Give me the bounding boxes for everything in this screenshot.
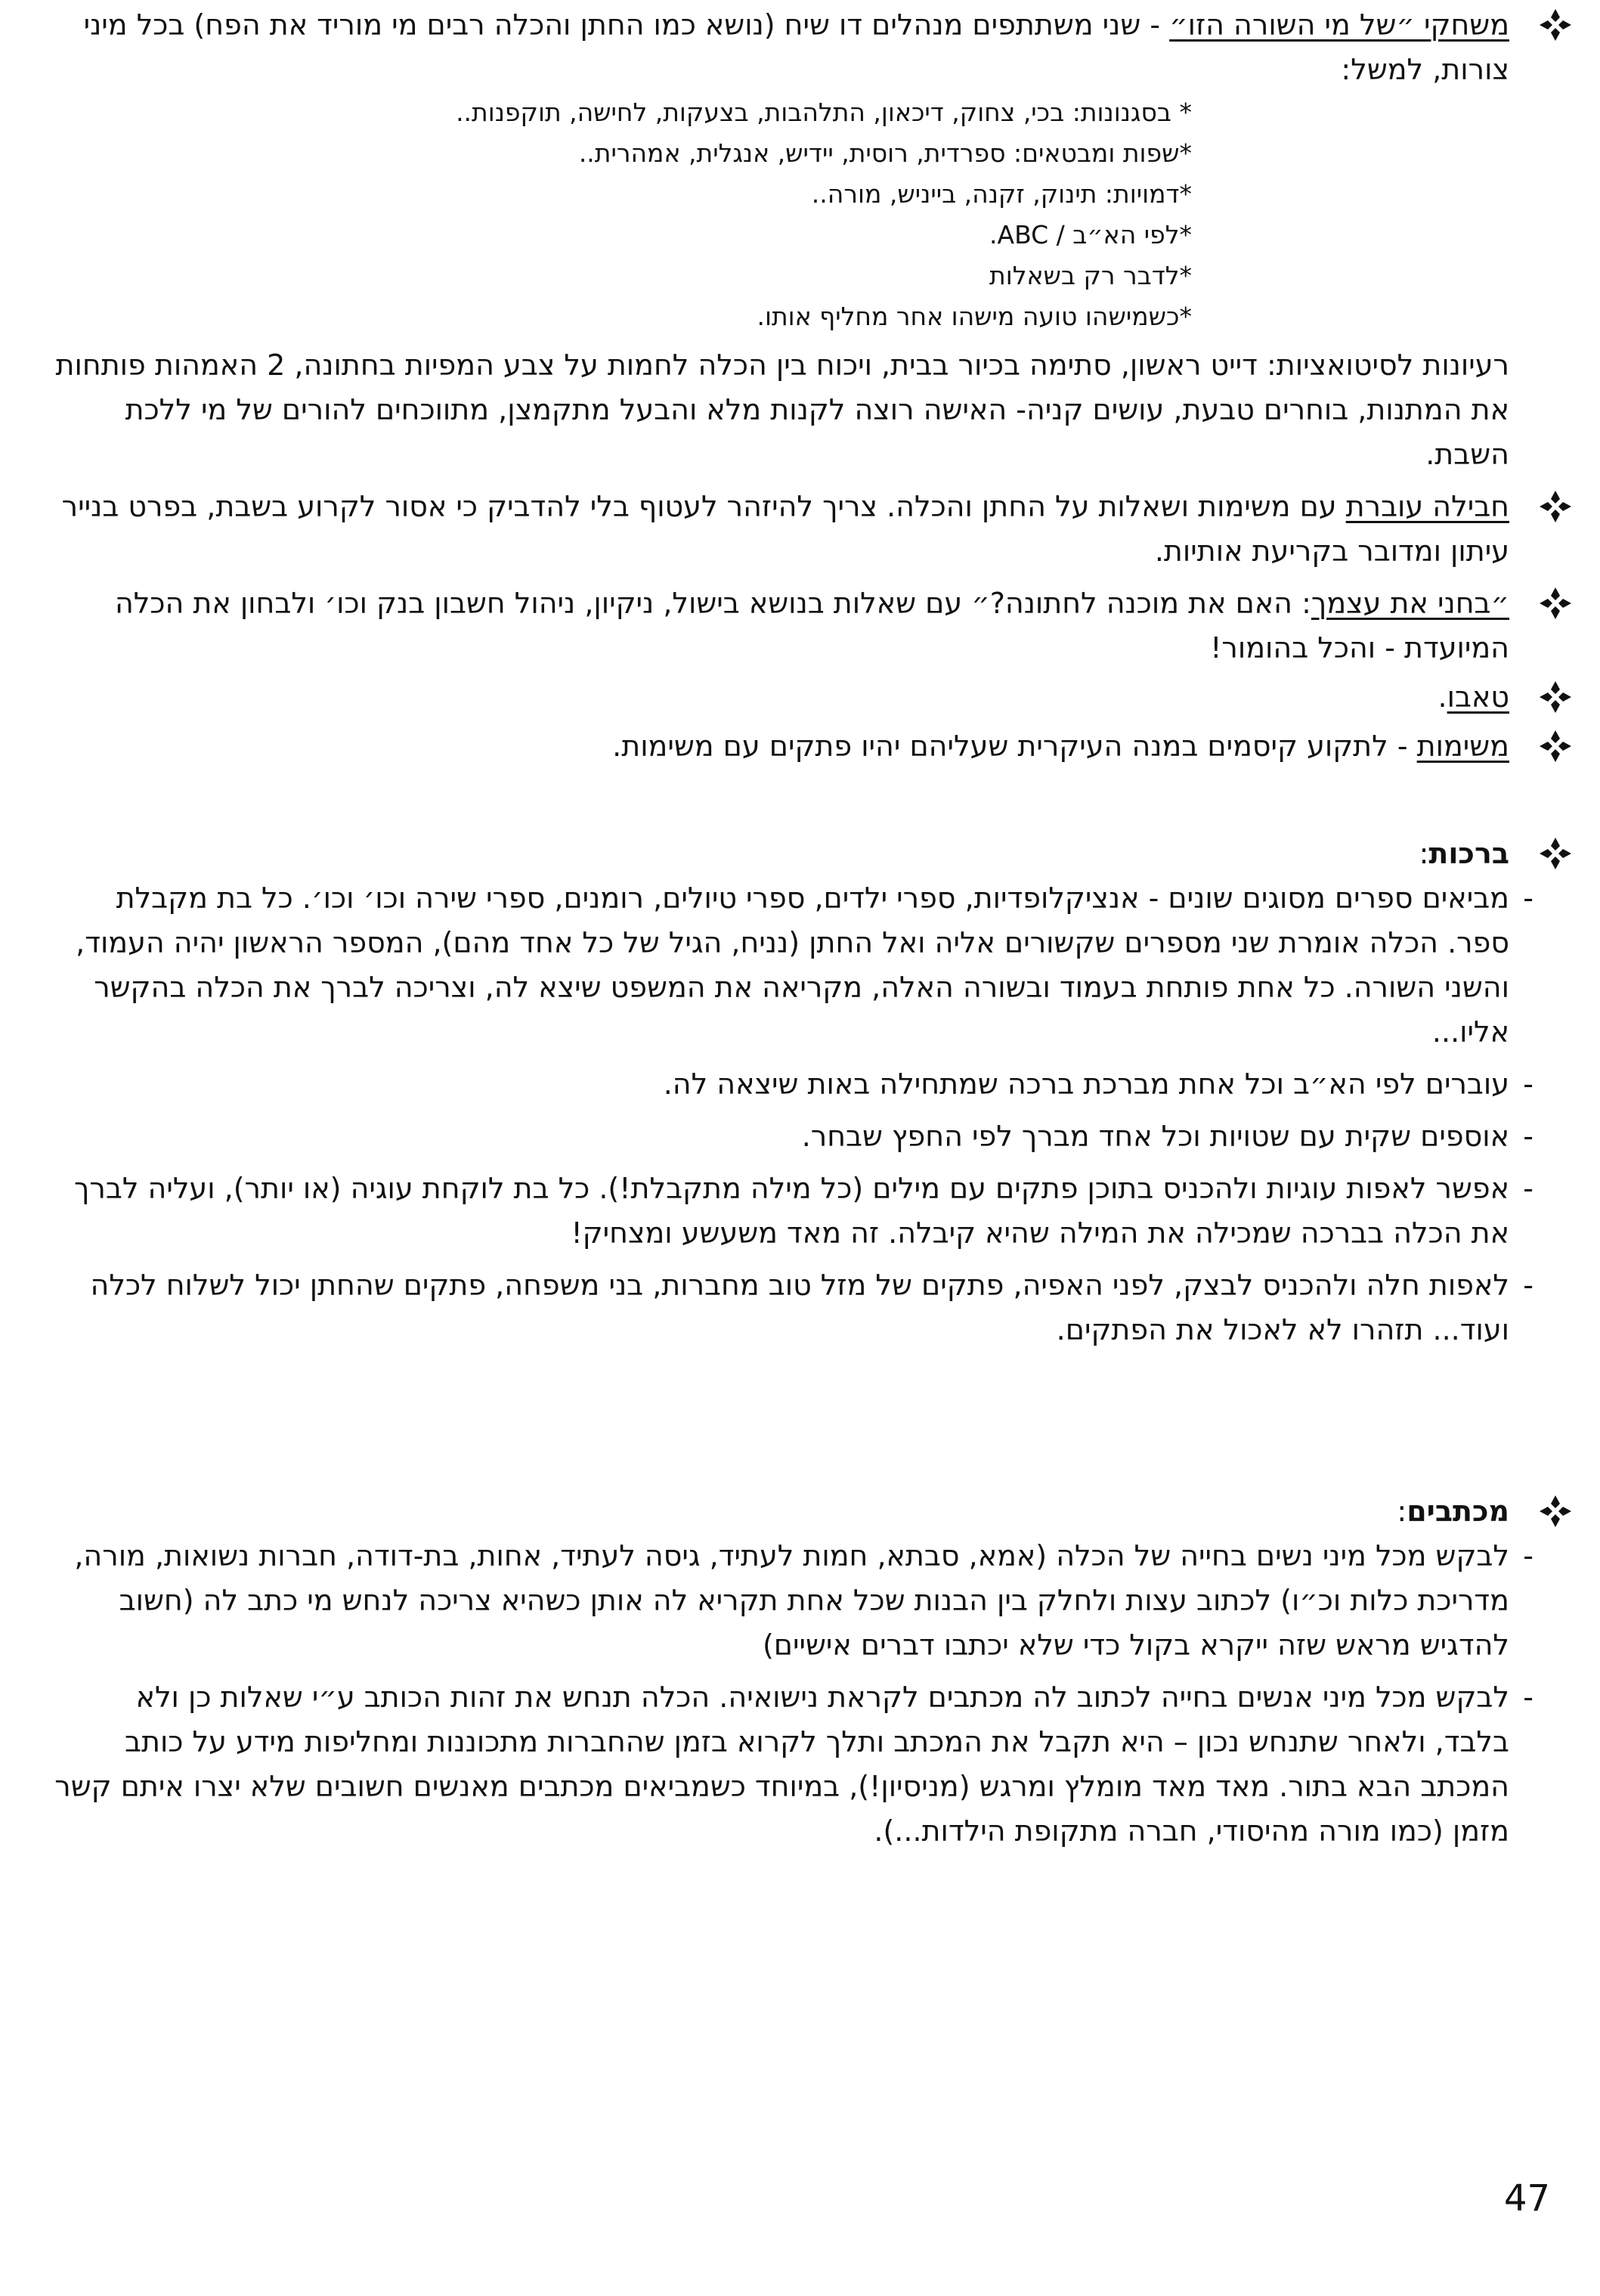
list-item xyxy=(53,1534,1577,1668)
example-line: *שפות ומבטאים: ספרדית, רוסית, יידיש, אנגלית, אמהרית.. xyxy=(578,138,1192,168)
list-item-text: אפשר לאפות עוגיות ולהכניס בתוכן פתקים עם מילים (כל מילה מתקבלת!). כל בת לוקחת עוגיה (או יותר), ועליה לברך את הכלה בברכה שמכילה את המילה שהיא קיבלה. זה מאד משעשע ומצחיק! xyxy=(74,1172,1509,1250)
list-item xyxy=(53,1675,1577,1854)
example-line: *לפי הא״ב / ABC. xyxy=(989,220,1192,249)
example-line: *דמויות: תינוק, זקנה, בייניש, מורה.. xyxy=(811,179,1192,209)
diamond-bullet-icon xyxy=(1538,1494,1573,1529)
game-taboo xyxy=(53,675,1577,720)
list-item xyxy=(53,876,1577,1055)
diamond-bullet-icon xyxy=(1538,489,1573,524)
brachot-section xyxy=(53,832,1577,1360)
game-chavila xyxy=(53,485,1577,574)
diamond-bullet-icon xyxy=(1538,8,1573,42)
list-item-text: לאפות חלה ולהכניס לבצק, לפני האפיה, פתקים של מזל טוב מחברות, בני משפחה, פתקים שהחתן יכול לשלוח לכלה ועוד... תזהרו לא לאכול את הפתקים. xyxy=(90,1269,1509,1346)
game-chavila-desc: עם משימות ושאלות על החתן והכלה. צריך להיזהר לעטוף בלי להדביק כי אסור לקרוע בשבת, בפרט בנייר עיתון ומדובר בקריעת אותיות. xyxy=(61,490,1509,568)
game-bchani-desc: : האם את מוכנה לחתונה?״ עם שאלות בנושא בישול, ניקיון, ניהול חשבון בנק וכו׳ ולבחון את הכלה המיועדת - והכל בהומור! xyxy=(114,587,1509,665)
list-item xyxy=(53,1167,1577,1256)
game-taboo-title: טאבו xyxy=(1447,680,1509,714)
game-taboo-desc: . xyxy=(1438,680,1447,714)
michtavim-heading-colon: : xyxy=(1397,1495,1407,1528)
diamond-bullet-icon xyxy=(1538,729,1573,764)
list-item-text: לבקש מכל מיני נשים בחייה של הכלה (אמא, סבתא, חמות לעתיד, גיסה לעתיד, אחות, בת-דודה, חברות נשואות, מורה, מדריכת כלות וכ״ו) לכתוב עצות ולחלק בין הבנות שכל אחת תקריא לה אותן כשהיא צריכה לנחש מי כתב לה (חשוב להדגיש מראש שזה ייקרא בקול כדי שלא יכתבו דברים אישיים) xyxy=(74,1539,1509,1662)
dash-marker: - xyxy=(1523,1067,1533,1101)
game-mesimot xyxy=(53,724,1577,769)
dash-marker: - xyxy=(1523,1269,1533,1302)
example-line: *כשמישהו טועה מישהו אחר מחליף אותו. xyxy=(757,302,1192,331)
brachot-heading-row xyxy=(53,832,1577,876)
situation-ideas: רעיונות לסיטואציות: דייט ראשון, סתימה בכיור בבית, ויכוח בין הכלה לחמות על צבע המפיות בחתונה, 2 האמהות פותחות את המתנות, בוחרים טבעת, עושים קניה- האישה רוצה לקנות מלא והבעל מתקמצן, מתווכחים להורים של מי ללכת השבת. xyxy=(55,349,1509,471)
game-mi-hashura xyxy=(53,3,1577,477)
michtavim-heading-row xyxy=(53,1489,1577,1534)
diamond-bullet-icon xyxy=(1538,680,1573,714)
list-item-text: עוברים לפי הא״ב וכל אחת מברכת ברכה שמתחילה באות שיצאה לה. xyxy=(663,1067,1509,1101)
page-number: 47 xyxy=(1504,2177,1551,2220)
list-item xyxy=(53,1263,1577,1353)
example-line: * בסגנונות: בכי, צחוק, דיכאון, התלהבות, בצעקות, לחישה, תוקפנות.. xyxy=(456,98,1192,127)
games-section xyxy=(53,3,1577,769)
dash-marker: - xyxy=(1523,1681,1533,1714)
list-item-text: לבקש מכל מיני אנשים בחייה לכתוב לה מכתבים לקראת נישואיה. הכלה תנחש את זהות הכותב ע״י שאלות כן ולא בלבד, ולאחר שתנחש נכון – היא תקבל את המכתב ותלך לקרוא בזמן שהחברות מתכוננות ומחליפות מידע על כותב המכתב הבא בתור. מאד מאד מומלץ ומרגש (מניסיון!), במיוחד כשמביאים מכתבים מאנשים חשובים שלא יצרו איתם קשר מזמן (כמו מורה מהיסודי, חברה מתקופת הילדות...). xyxy=(54,1681,1509,1848)
michtavim-section xyxy=(53,1489,1577,1861)
list-item-text: מביאים ספרים מסוגים שונים - אנציקלופדיות, ספרי ילדים, ספרי טיולים, רומנים, ספרי שירה וכו׳ וכו׳. כל בת מקבלת ספר. הכלה אומרת שני מספרים שקשורים אליה ואל החתן (נניח, הגיל של כל אחד מהם), המספר הראשון יהיה העמוד, והשני השורה. כל אחת פותחת בעמוד ובשורה האלה, מקריאה את המשפט שיצא לה, וצריכה לברך את הכלה בהקשר אליו... xyxy=(76,882,1509,1049)
game-bchani xyxy=(53,581,1577,671)
game-chavila-title: חבילה עוברת xyxy=(1345,490,1509,523)
dash-marker: - xyxy=(1523,882,1533,915)
dash-marker: - xyxy=(1523,1539,1533,1572)
game-bchani-title: ״בחני את עצמך xyxy=(1311,587,1509,620)
brachot-heading: ברכות xyxy=(1428,837,1509,870)
diamond-bullet-icon xyxy=(1538,836,1573,871)
list-item xyxy=(53,1062,1577,1107)
diamond-bullet-icon xyxy=(1538,586,1573,621)
example-line: *לדבר רק בשאלות xyxy=(989,261,1192,290)
brachot-heading-colon: : xyxy=(1419,837,1429,870)
dash-marker: - xyxy=(1523,1120,1533,1153)
brachot-list xyxy=(53,876,1577,1353)
game-mesimot-desc: - לתקוע קיסמים במנה העיקרית שעליהם יהיו פתקים עם משימות. xyxy=(612,730,1417,763)
michtavim-heading: מכתבים xyxy=(1407,1495,1509,1528)
game-mi-hashura-text xyxy=(53,3,1509,92)
dash-marker: - xyxy=(1523,1172,1533,1205)
game-mesimot-title: משימות xyxy=(1416,730,1509,763)
michtavim-list xyxy=(53,1534,1577,1854)
game-mi-hashura-desc: - שני משתתפים מנהלים דו שיח (נושא כמו החתן והכלה רבים מי מוריד את הפח) בכל מיני צורות, למשל: xyxy=(83,8,1509,86)
list-item xyxy=(53,1114,1577,1159)
list-item-text: אוספים שקית עם שטויות וכל אחד מברך לפי החפץ שבחר. xyxy=(801,1120,1509,1153)
game-mi-hashura-title: משחקי ״של מי השורה הזו״ xyxy=(1169,8,1509,42)
